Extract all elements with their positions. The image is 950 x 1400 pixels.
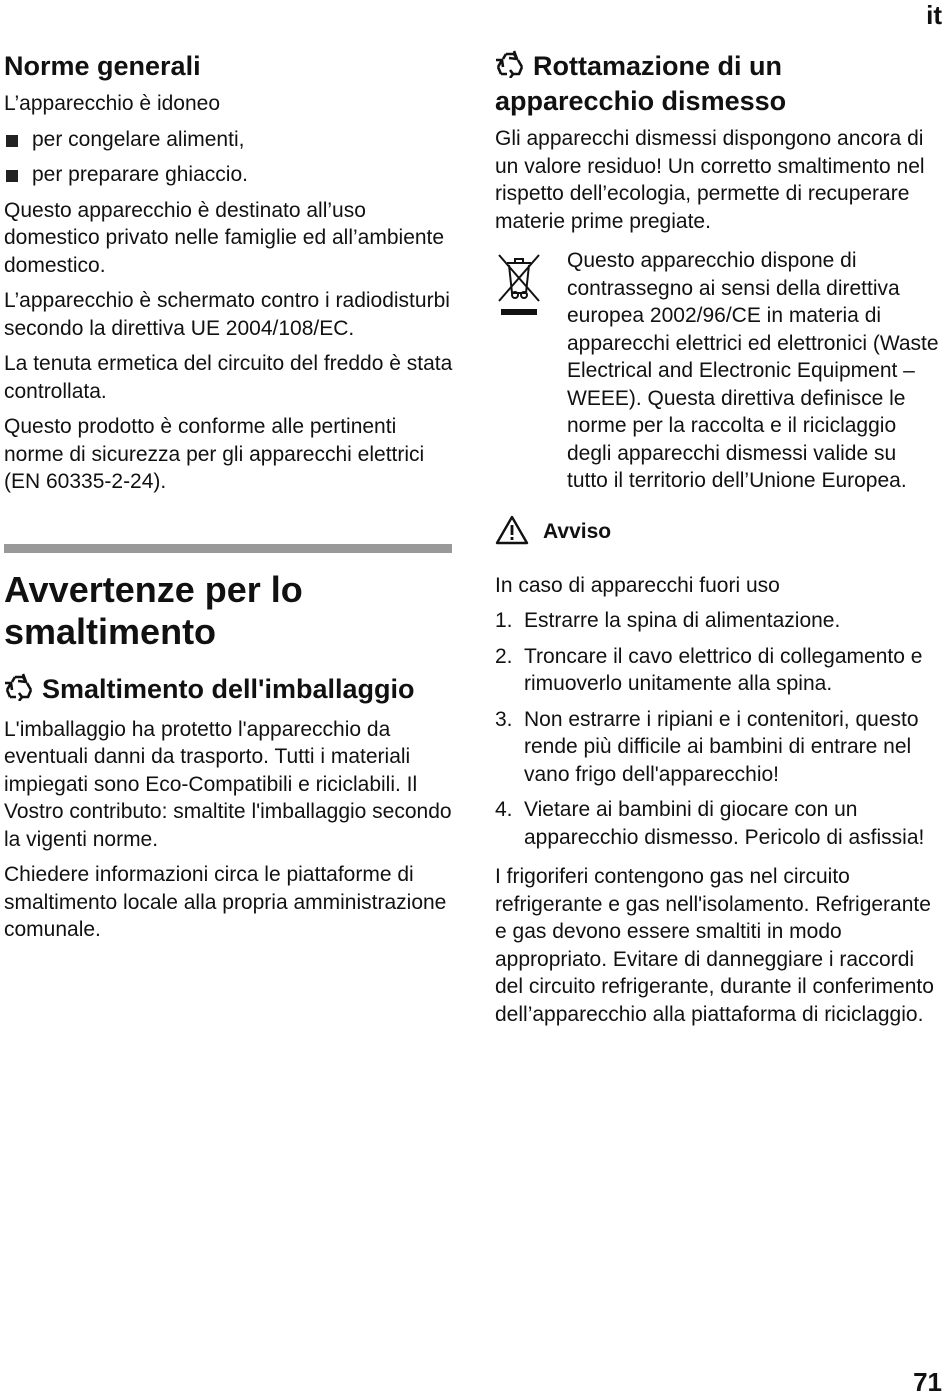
avviso-steps (495, 607, 940, 851)
list-item (495, 706, 940, 789)
list-item (495, 607, 940, 635)
right-column (495, 50, 940, 1036)
step-text: Vietare ai bambini di giocare con un apparecchio dismesso. Pericolo di asfissia! (524, 798, 925, 849)
norme-bullet-list (4, 126, 454, 189)
rottamazione-intro: Gli apparecchi dismessi dispongono ancora di un valore residuo! Un corretto smaltimento nel rispetto dell’ecologia, permette di recuperare materie prime pregiate. (495, 127, 925, 233)
warning-header (495, 515, 940, 550)
main-heading-avvertenze: Avvertenze per lo smaltimento (4, 568, 303, 652)
list-item (495, 643, 940, 698)
step-text: Non estrarre i ripiani e i contenitori, questo rende più difficile ai bambini di entrare nel vano frigo dell'apparecchio! (524, 707, 919, 786)
norme-paragraph: Questo prodotto è conforme alle pertinenti norme di sicurezza per gli apparecchi elettrici (EN 60335-2-24). (4, 415, 425, 493)
crossed-out-bin-icon (495, 253, 541, 324)
section-title-text: Rottamazione di un apparecchio dismesso (495, 51, 787, 116)
recycle-icon (495, 50, 525, 85)
section-title-norme-generali: Norme generali (4, 51, 201, 81)
left-column (4, 50, 454, 952)
step-number: 2. (495, 644, 513, 668)
warning-icon (495, 515, 529, 550)
norme-paragraph: L’apparecchio è schermato contro i radiodisturbi secondo la direttiva UE 2004/108/EC. (4, 289, 450, 340)
section-divider (4, 544, 452, 553)
avviso-intro: In caso di apparecchi fuori uso (495, 573, 780, 597)
warning-label: Avviso (543, 520, 612, 543)
section-title-rottamazione (495, 50, 940, 117)
step-text: Troncare il cavo elettrico di collegamento e rimuoverlo unitamente alla spina. (524, 644, 923, 695)
norme-intro: L’apparecchio è idoneo (4, 92, 221, 115)
weee-text: Questo apparecchio dispone di contrassegno ai sensi della direttiva europea 2002/96/CE in materia di apparecchi elettrici ed elettronici (Waste Electrical and Electronic Equipment – WEEE). Questa direttiva definisce le norme per la raccolta e il riciclaggio degli apparecchi dismessi valide su tutto il territorio dell’Unione Europea. (567, 249, 939, 492)
language-tag: it (926, 0, 942, 30)
list-item: per preparare ghiaccio. (4, 161, 454, 189)
section-title-imballaggio (4, 673, 454, 708)
step-text: Estrarre la spina di alimentazione. (524, 609, 841, 632)
step-number: 4. (495, 798, 513, 821)
step-number: 1. (495, 609, 513, 632)
norme-paragraph: Questo apparecchio è destinato all’uso domestico privato nelle famiglie ed all’ambiente domestico. (4, 198, 445, 277)
step-number: 3. (495, 707, 513, 731)
imballaggio-paragraph: Chiedere informazioni circa le piattaforme di smaltimento locale alla propria amministrazione comunale. (4, 863, 447, 941)
recycle-icon (4, 673, 34, 708)
avviso-closing: I frigoriferi contengono gas nel circuito refrigerante e gas nell'isolamento. Refrigerante e gas devono essere smaltiti in modo appropriato. Evitare di danneggiare i raccordi del circuito refrigerante, durante il conferimento dell’apparecchio alla piattaforma di riciclaggio. (495, 865, 934, 1026)
section-title-text: Smaltimento dell'imballaggio (42, 673, 415, 704)
list-item: per congelare alimenti, (4, 126, 454, 154)
norme-paragraph: La tenuta ermetica del circuito del freddo è stata controllata. (4, 352, 453, 403)
list-item (495, 796, 940, 851)
weee-notice (495, 247, 940, 495)
page-number: 71 (913, 1367, 942, 1397)
imballaggio-paragraph: L'imballaggio ha protetto l'apparecchio da eventuali danni da trasporto. Tutti i materiali impiegati sono Eco-Compatibili e riciclabili. Il Vostro contributo: smaltite l'imballaggio secondo la vigenti norme. (4, 717, 452, 851)
